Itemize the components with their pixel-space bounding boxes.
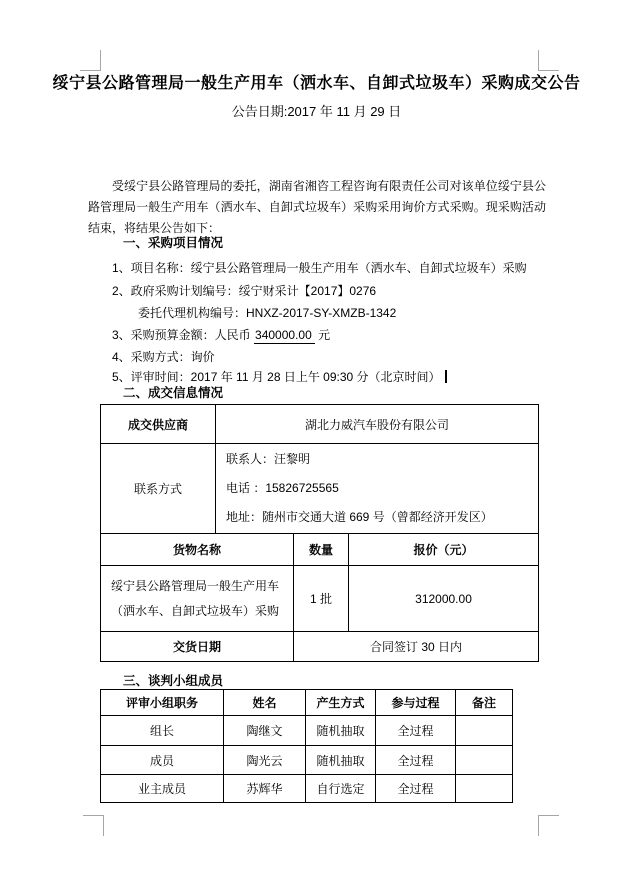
quantity-cell: 1 批 [294, 566, 349, 632]
selection-header-cell: 产生方式 [306, 690, 376, 716]
remark-cell [456, 775, 513, 803]
remark-cell [456, 716, 513, 746]
selection-cell: 自行选定 [306, 775, 376, 803]
name-header-cell: 姓名 [224, 690, 306, 716]
goods-name-cell: 绥宁县公路管理局一般生产用车（洒水车、自卸式垃圾车）采购 [101, 566, 294, 632]
panel-header-row [101, 690, 513, 716]
margin-mark-top-left [80, 50, 101, 71]
goods-name-header-cell: 货物名称 [101, 534, 294, 566]
budget-suffix: 元 [318, 328, 331, 342]
panel-row-member [101, 746, 513, 775]
role-header-cell: 评审小组职务 [101, 690, 224, 716]
delivery-value-cell: 合同签订 30 日内 [294, 632, 539, 662]
panel-row-owner [101, 775, 513, 803]
award-info-table [100, 404, 539, 662]
role-cell: 业主成员 [101, 775, 224, 803]
price-cell: 312000.00 [349, 566, 539, 632]
method-line: 4、采购方式：询价 [112, 350, 215, 364]
panel-row-leader [101, 716, 513, 746]
delivery-row [101, 632, 539, 662]
quantity-header-cell: 数量 [294, 534, 349, 566]
document-title: 绥宁县公路管理局一般生产用车（洒水车、自卸式垃圾车）采购成交公告 [52, 75, 581, 92]
goods-row [101, 566, 539, 632]
section-heading-award-info: 二、成交信息情况 [123, 386, 224, 400]
project-name-line: 1、项目名称：绥宁县公路管理局一般生产用车（洒水车、自卸式垃圾车）采购 [112, 261, 527, 275]
margin-mark-top-right [538, 50, 559, 71]
margin-mark-bottom-right [538, 815, 559, 836]
selection-cell: 随机抽取 [306, 716, 376, 746]
role-cell: 成员 [101, 746, 224, 775]
panel-members-table [100, 689, 513, 803]
contact-label-cell: 联系方式 [101, 444, 216, 534]
delivery-label-cell: 交货日期 [101, 632, 294, 662]
participation-cell: 全过程 [376, 716, 456, 746]
intro-paragraph: 受绥宁县公路管理局的委托，湖南省湘咨工程咨询有限责任公司对该单位绥宁县公路管理局一般生产用车（洒水车、自卸式垃圾车）采购采用询价方式采购。现采购活动结束，将结果公告如下： [88, 179, 546, 235]
supplier-row [101, 405, 539, 444]
contact-person-line: 联系人：汪黎明 [226, 452, 311, 466]
participation-header-cell: 参与过程 [376, 690, 456, 716]
price-header-cell: 报价（元） [349, 534, 539, 566]
supplier-value-cell: 湖北力威汽车股份有限公司 [216, 405, 539, 444]
budget-amount: 340000.00 [254, 328, 315, 344]
selection-cell: 随机抽取 [306, 746, 376, 775]
margin-mark-bottom-left [83, 815, 104, 836]
agency-number-line: 委托代理机构编号：HNXZ-2017-SY-XMZB-1342 [138, 306, 397, 320]
plan-number-line: 2、政府采购计划编号：绥宁财采计【2017】0276 [112, 284, 377, 298]
contact-row [101, 444, 539, 534]
publish-date: 公告日期:2017 年 11 月 29 日 [231, 104, 402, 119]
contact-address-line: 地址：随州市交通大道 669 号（曾都经济开发区） [226, 510, 493, 524]
budget-line [112, 326, 330, 343]
name-cell: 苏辉华 [224, 775, 306, 803]
participation-cell: 全过程 [376, 746, 456, 775]
contact-value-cell [216, 444, 539, 534]
role-cell: 组长 [101, 716, 224, 746]
remark-cell [456, 746, 513, 775]
name-cell: 陶光云 [224, 746, 306, 775]
review-time-text: 5、评审时间：2017 年 11 月 28 日上午 09:30 分（北京时间） [112, 370, 441, 384]
section-heading-procurement-info: 一、采购项目情况 [123, 236, 224, 250]
budget-prefix: 3、采购预算金额：人民币 [112, 328, 251, 342]
contact-phone-line: 电话 ：15826725565 [226, 481, 339, 495]
goods-header-row [101, 534, 539, 566]
supplier-label-cell: 成交供应商 [101, 405, 216, 444]
text-cursor [445, 370, 448, 383]
name-cell: 陶继文 [224, 716, 306, 746]
participation-cell: 全过程 [376, 775, 456, 803]
section-heading-panel-members: 三、谈判小组成员 [123, 674, 224, 688]
remark-header-cell: 备注 [456, 690, 513, 716]
